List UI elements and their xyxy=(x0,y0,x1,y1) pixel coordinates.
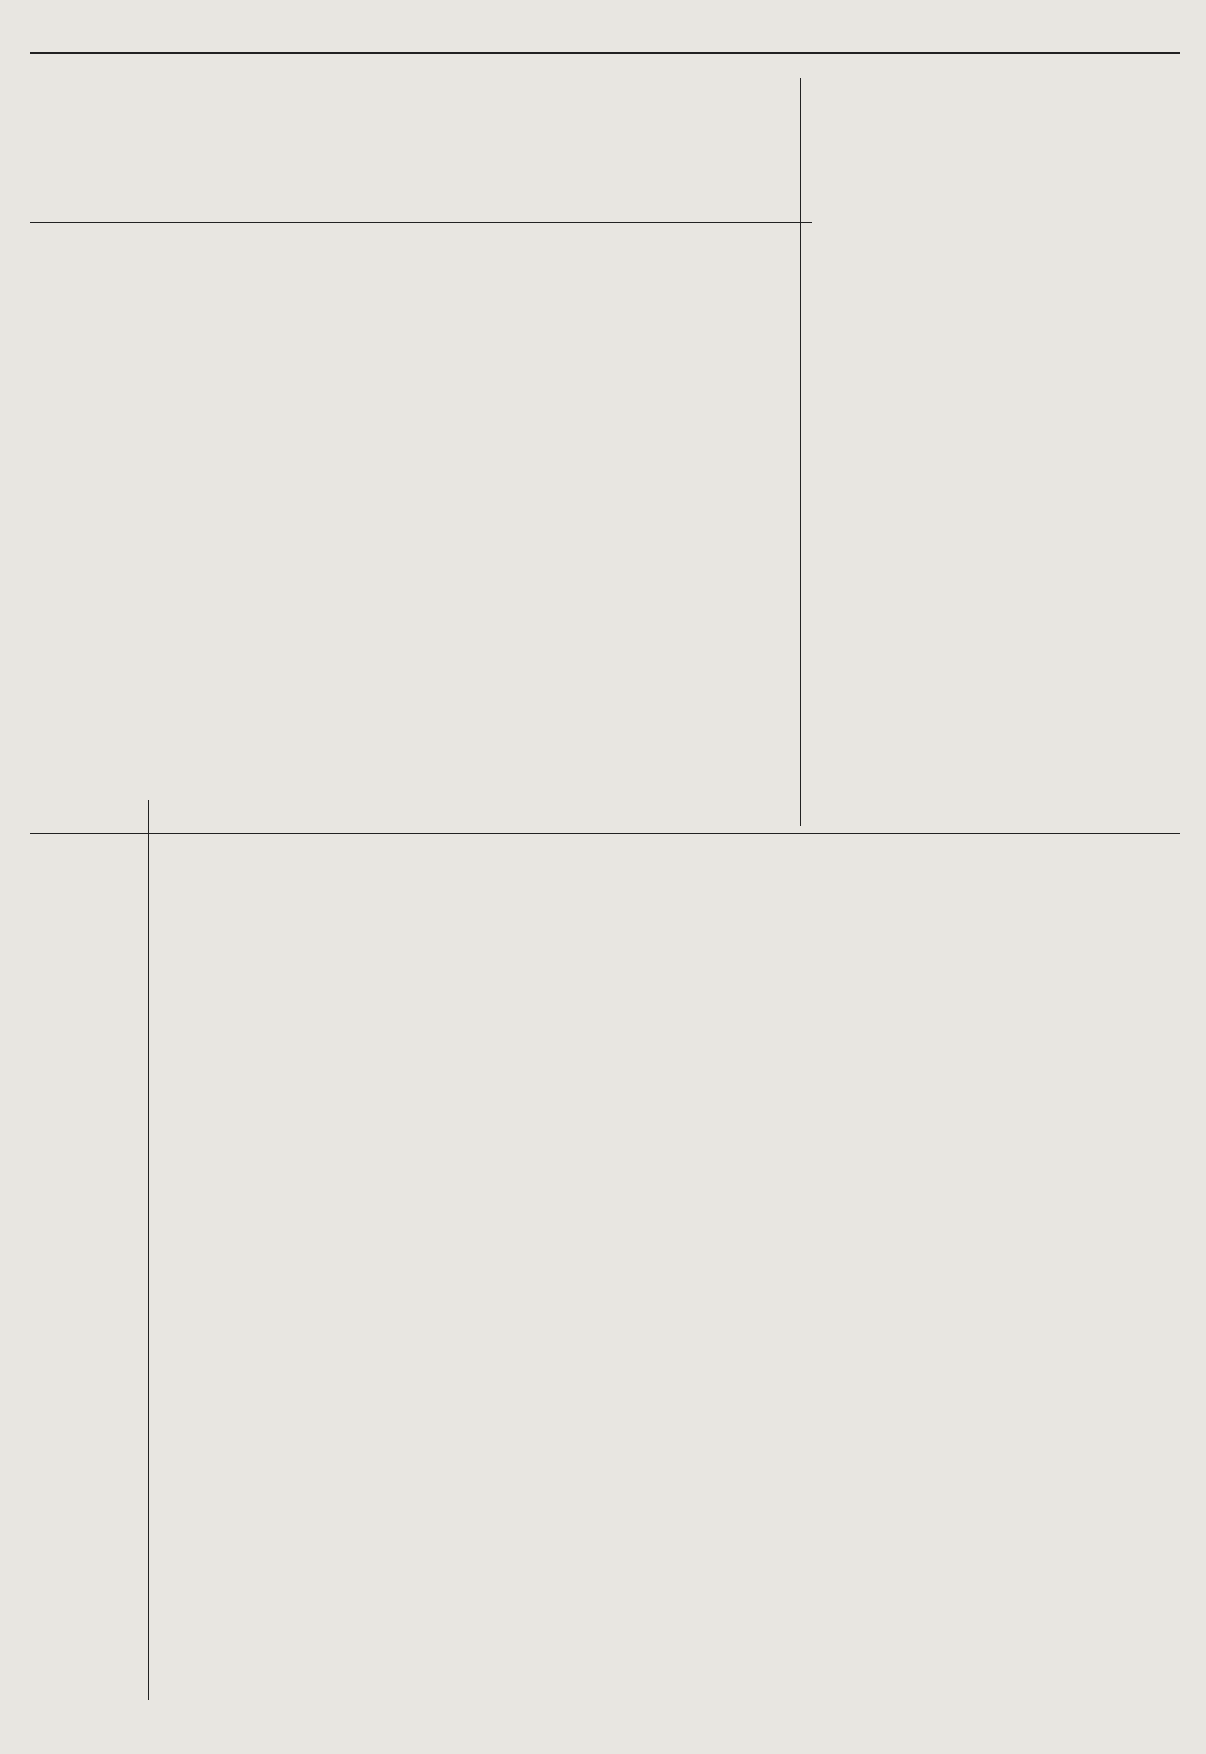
palmina-col-main-2 xyxy=(296,794,424,1056)
trains-body-col-3 xyxy=(282,264,400,824)
trains-body-col-5 xyxy=(534,264,669,824)
sinodo-body-col-3 xyxy=(1056,264,1178,799)
trains-body-col-1 xyxy=(30,264,148,824)
nozze-body xyxy=(32,1338,144,1698)
palmina-col-main-1 xyxy=(160,794,288,1056)
palmina-col-main-3 xyxy=(432,794,562,1056)
trains-body-col-2 xyxy=(156,264,274,824)
processi-body xyxy=(32,862,144,1042)
column-divider xyxy=(800,78,801,826)
trains-deck-rule xyxy=(30,222,812,223)
studenti-body xyxy=(32,1100,144,1290)
sinodo-body-col-2 xyxy=(933,264,1048,809)
sidebar-box-rule xyxy=(148,800,149,1700)
masthead-rule xyxy=(30,52,1180,54)
trains-body-col-6 xyxy=(677,264,812,824)
sinodo-body-col-1 xyxy=(810,264,925,809)
trains-body-col-4 xyxy=(408,264,526,824)
